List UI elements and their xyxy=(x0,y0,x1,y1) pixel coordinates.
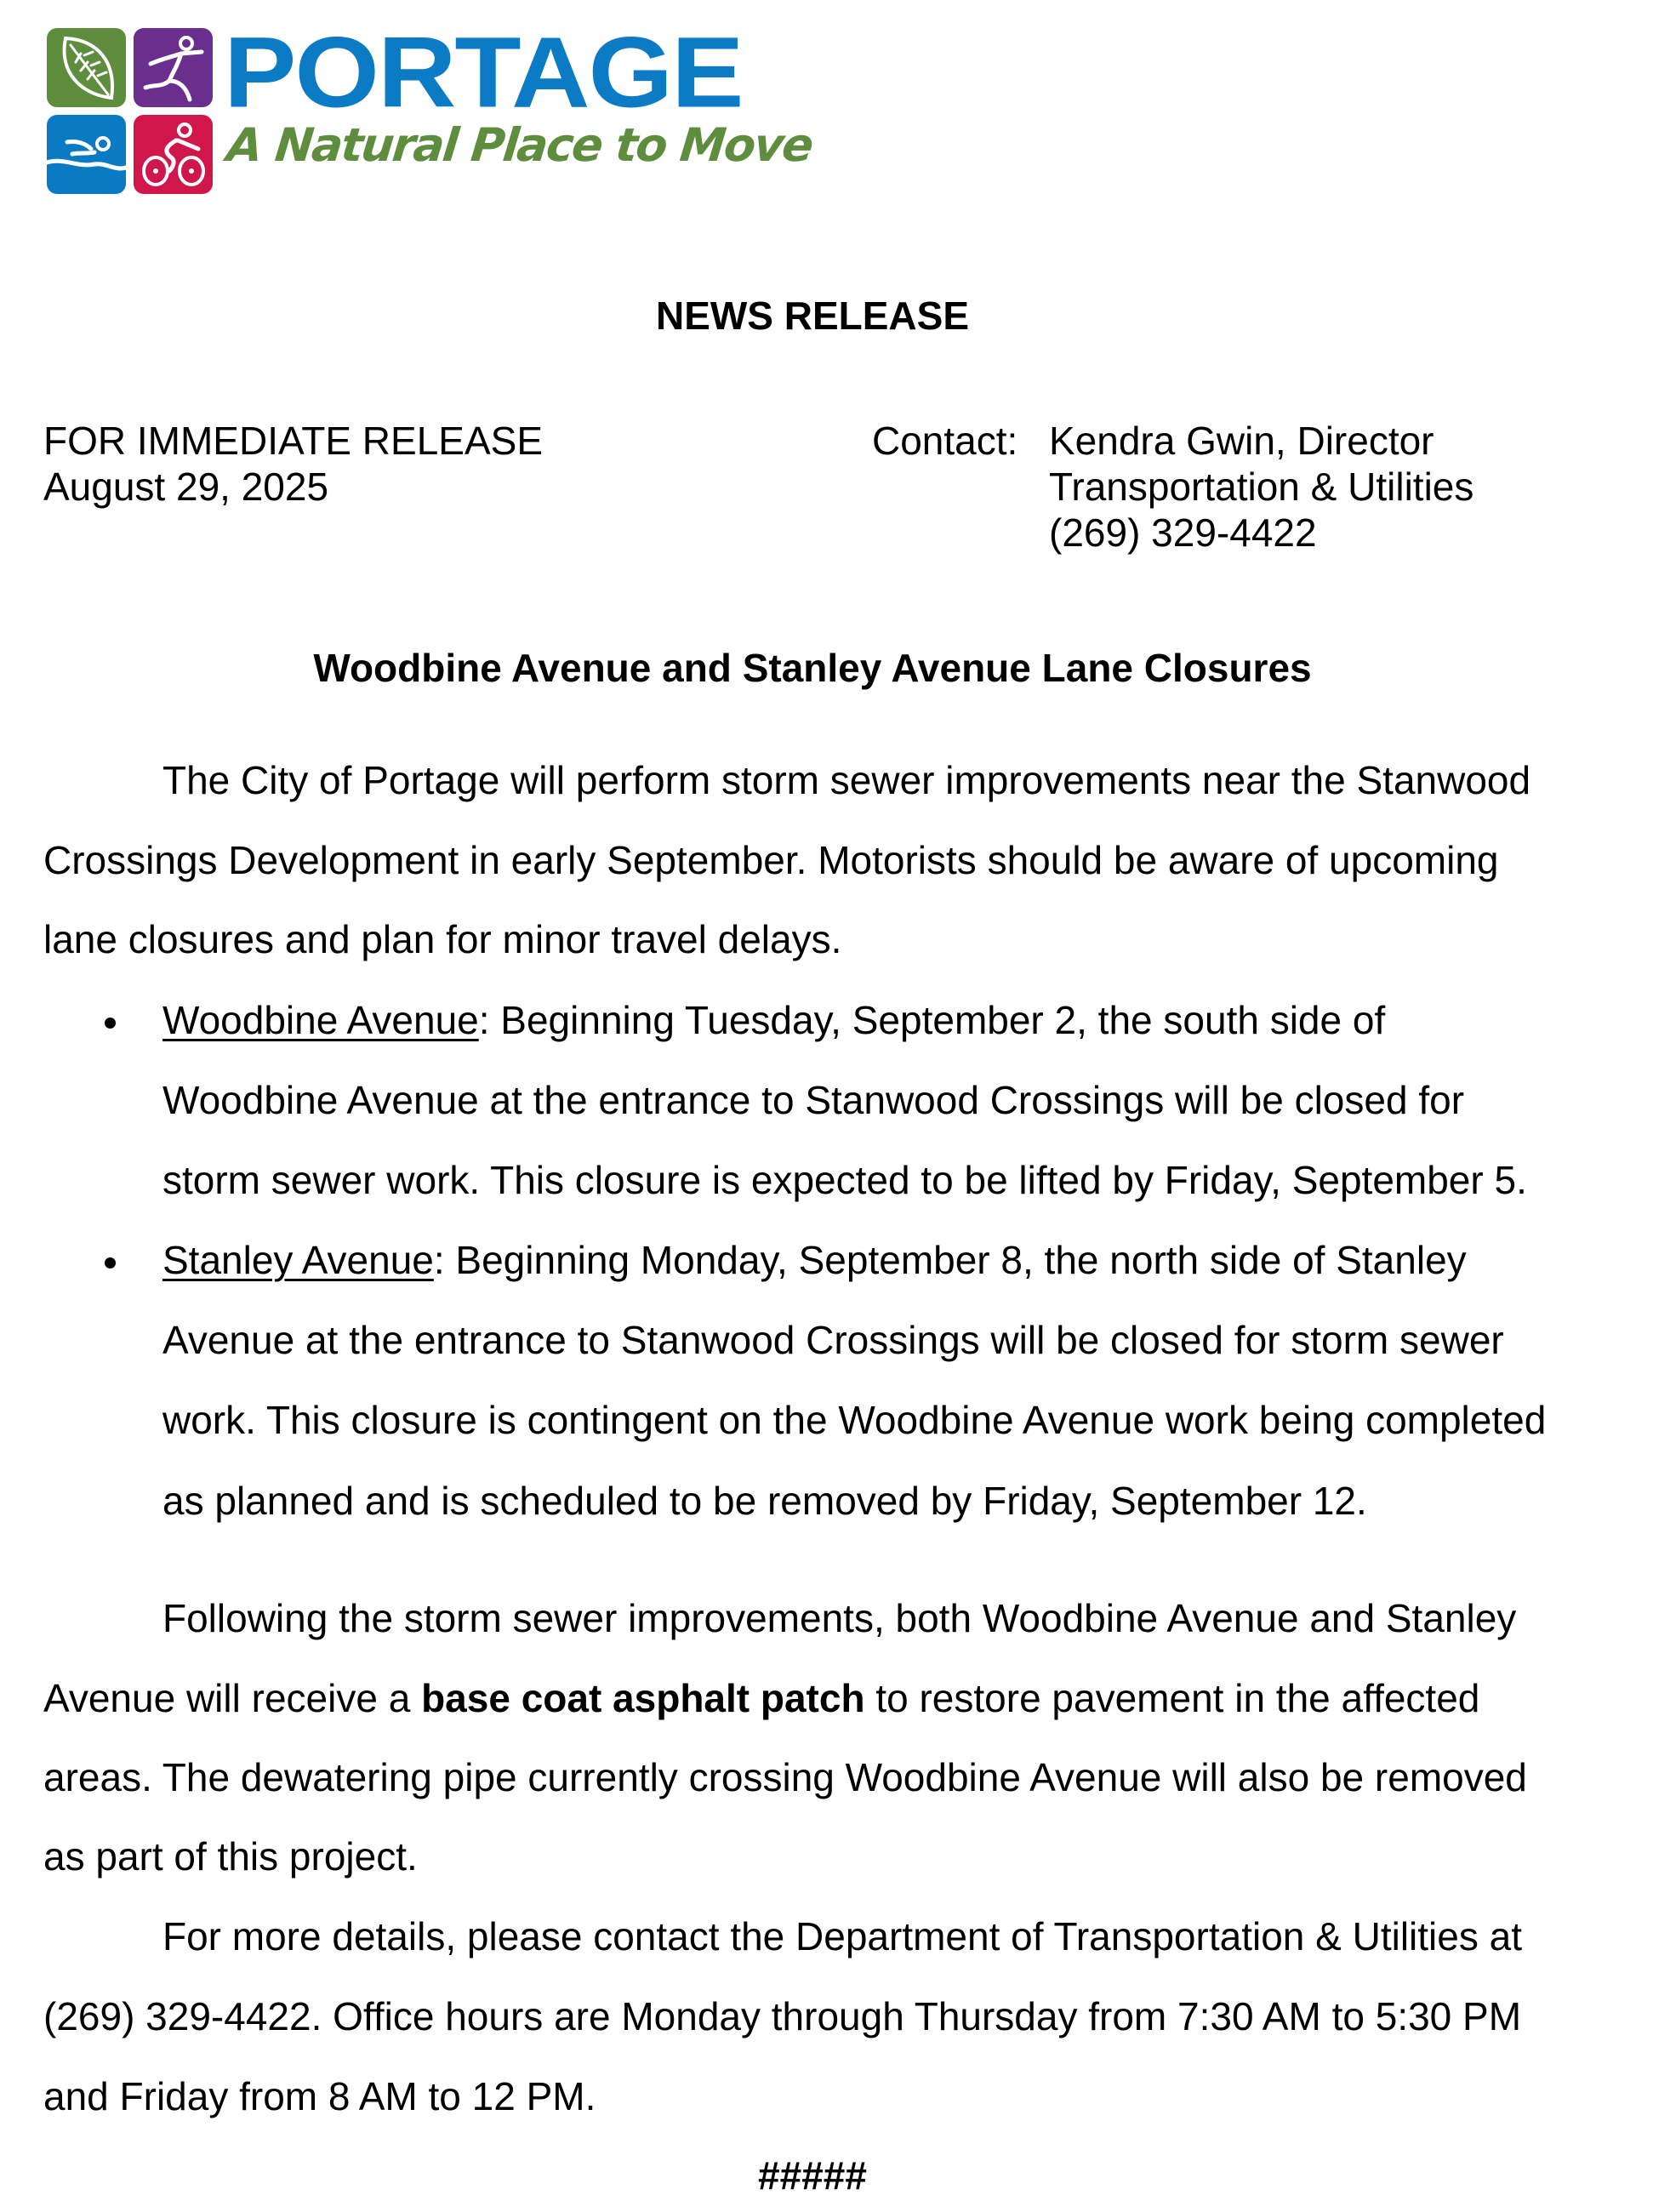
paragraph-line: Crossings Development in early September. Motorists should be aware of upcoming xyxy=(43,838,1499,882)
leaf-icon xyxy=(47,28,126,107)
paragraph-line: Following the storm sewer improvements, both Woodbine Avenue and Stanley xyxy=(162,1596,1517,1640)
release-date: August 29, 2025 xyxy=(43,465,329,509)
paragraph-line: The City of Portage will perform storm sewer improvements near the Stanwood xyxy=(162,758,1531,802)
release-label: FOR IMMEDIATE RELEASE xyxy=(43,419,544,463)
list-item-line: as planned and is scheduled to be removed by Friday, September 12. xyxy=(162,1479,1367,1523)
paragraph-line xyxy=(43,1676,1479,1720)
paragraph-line: as part of this project. xyxy=(43,1834,418,1878)
swimmer-icon xyxy=(47,115,126,194)
paragraph-line: For more details, please contact the Department of Transportation & Utilities at xyxy=(162,1914,1522,1958)
paragraph-line: lane closures and plan for minor travel delays. xyxy=(43,917,842,961)
contact-name: Kendra Gwin, Director xyxy=(1049,419,1434,463)
list-item-line: work. This closure is contingent on the Woodbine Avenue work being completed xyxy=(162,1398,1547,1442)
contact-label: Contact: xyxy=(872,419,1018,463)
paragraph-line: areas. The dewatering pipe currently crossing Woodbine Avenue will also be removed xyxy=(43,1755,1527,1799)
list-item-line: storm sewer work. This closure is expected to be lifted by Friday, September 5. xyxy=(162,1158,1527,1202)
street-name: Stanley Avenue xyxy=(162,1238,434,1282)
emphasis-text: base coat asphalt patch xyxy=(421,1676,865,1720)
runner-icon xyxy=(134,28,213,107)
bullet-icon xyxy=(105,1257,116,1268)
end-mark: ##### xyxy=(758,2153,867,2198)
portage-tagline: A Natural Place to Move xyxy=(224,118,815,172)
list-item-text: : Beginning Monday, September 8, the north side of Stanley xyxy=(433,1238,1467,1282)
paragraph-line: and Friday from 8 AM to 12 PM. xyxy=(43,2074,596,2118)
release-title: Woodbine Avenue and Stanley Avenue Lane Closures xyxy=(313,646,1312,690)
contact-phone: (269) 329-4422 xyxy=(1049,510,1317,555)
paragraph-line: (269) 329-4422. Office hours are Monday through Thursday from 7:30 AM to 5:30 PM xyxy=(43,1994,1522,2038)
list-item-line: Avenue at the entrance to Stanwood Crossings will be closed for storm sewer xyxy=(162,1318,1504,1362)
portage-wordmark: PORTAGE xyxy=(224,16,743,129)
contact-department: Transportation & Utilities xyxy=(1049,465,1474,509)
list-item-first-line xyxy=(162,1238,1467,1282)
cyclist-icon xyxy=(134,115,213,194)
list-item-first-line xyxy=(162,998,1385,1042)
news-release-heading: NEWS RELEASE xyxy=(655,294,970,338)
portage-logo xyxy=(47,16,815,198)
list-item-line: Woodbine Avenue at the entrance to Stanwood Crossings will be closed for xyxy=(162,1078,1465,1122)
street-name: Woodbine Avenue xyxy=(162,998,479,1042)
text-run: to restore pavement in the affected xyxy=(864,1676,1480,1720)
text-run: Avenue will receive a xyxy=(43,1676,422,1720)
bullet-icon xyxy=(105,1018,116,1029)
list-item-text: : Beginning Tuesday, September 2, the south side of xyxy=(478,998,1386,1042)
